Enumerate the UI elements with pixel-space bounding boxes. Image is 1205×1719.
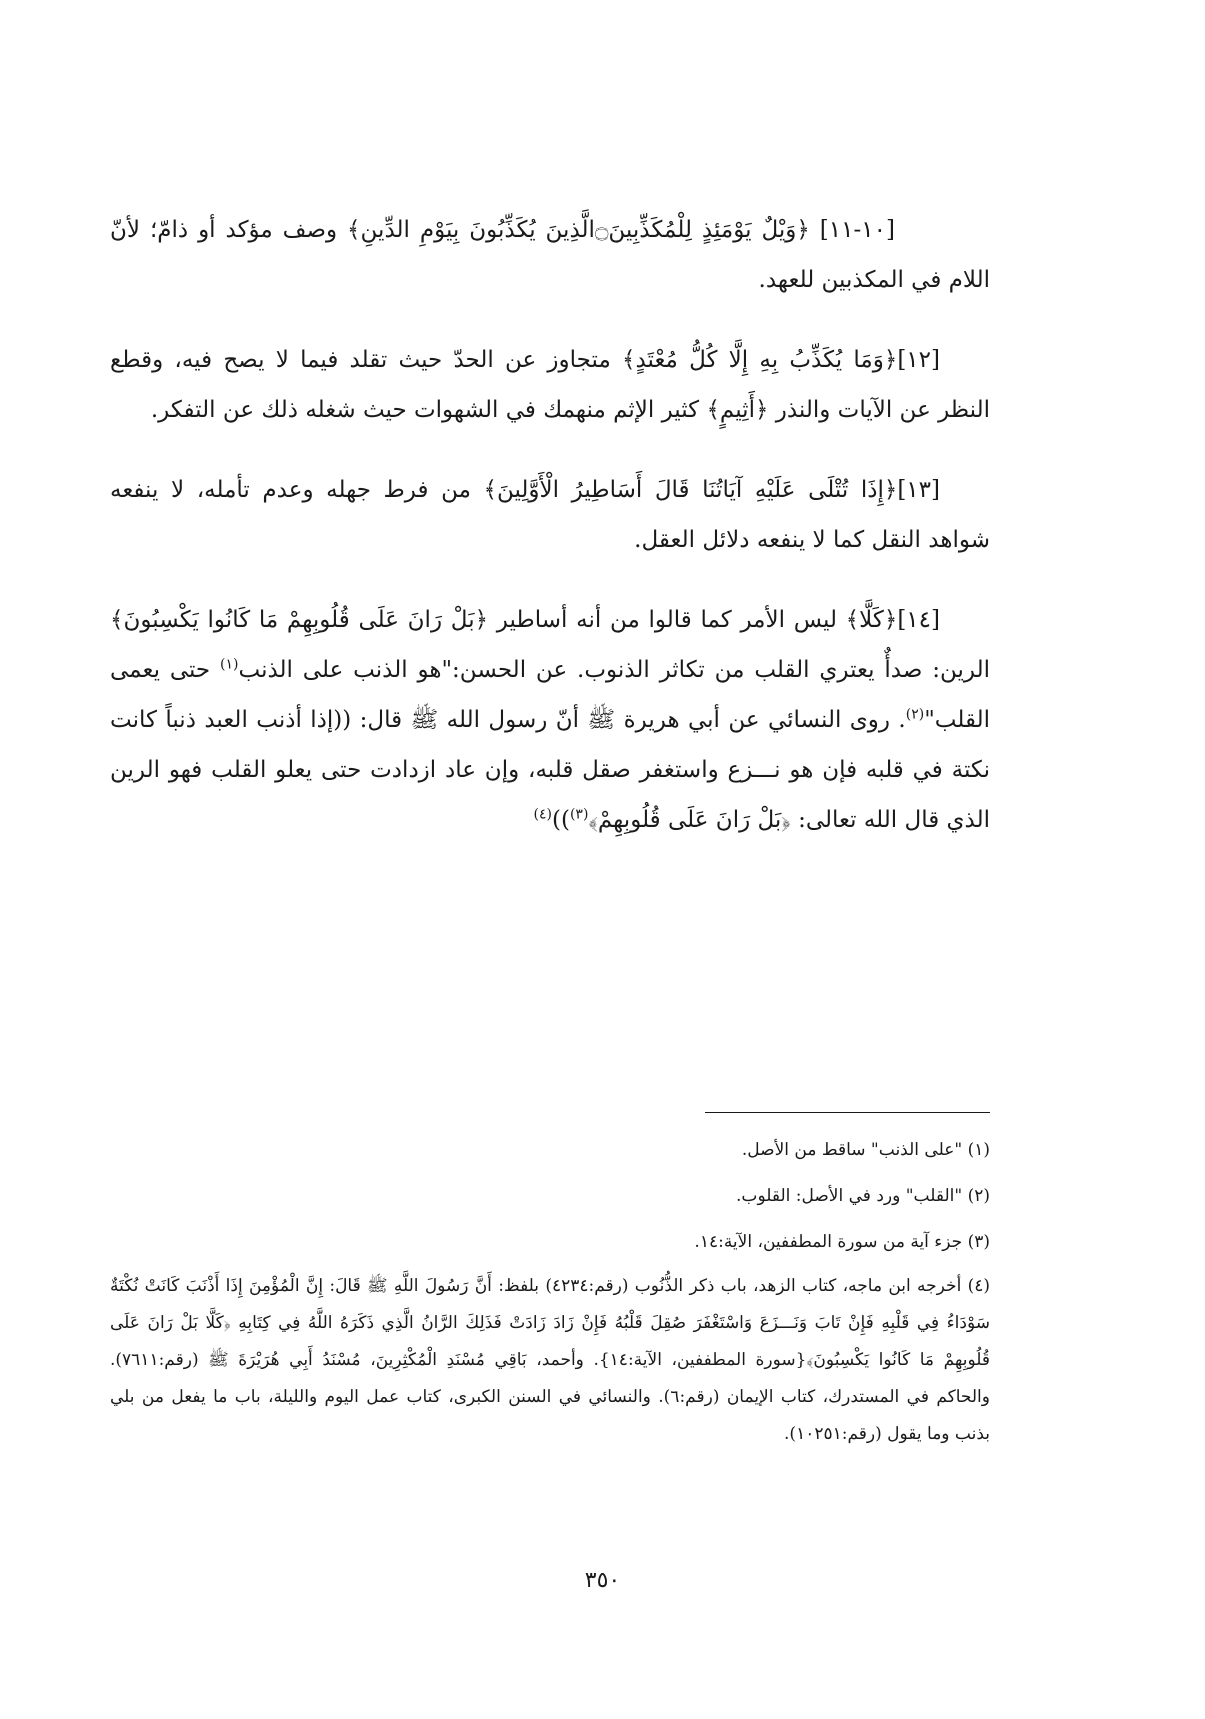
footnote-4: (٤) أخرجه ابن ماجه، كتاب الزهد، باب ذكر الذُّنُوب (رقم:٤٢٣٤) بلفظ: أَنَّ رَسُولَ اللَّهِ ﷺ قَالَ: إِنَّ الْمُؤْمِنَ إِذَا أَذْنَبَ كَانَتْ نُكْتَةٌ سَوْدَاءُ فِي قَلْبِهِ فَإِنْ تَابَ وَنَـــزَعَ وَاسْتَغْفَرَ صُقِلَ قَلْبُهُ فَإِنْ زَادَ زَادَتْ فَذَلِكَ الرَّانُ الَّذِي ذَكَرَهُ اللَّهُ فِي كِتَابِهِ ﴿كَلَّا بَلْ رَانَ عَلَى قُلُوبِهِمْ مَا كَانُوا يَكْسِبُونَ﴾{سورة المطففين، الآية:١٤}. وأحمد، بَاقِي مُسْنَدِ الْمُكْثِرِينَ، مُسْنَدُ أَبِي هُرَيْرَةَ ﷺ (رقم:٧٦١١). والحاكم في المستدرك، كتاب الإيمان (رقم:٦). والنسائي في السنن الكبرى، كتاب عمل اليوم والليلة، باب ما يفعل من بلي بذنب وما يقول (رقم:١٠٢٥١). [110,1276,990,1444]
footnote-3: (٣) جزء آية من سورة المطففين، الآية:١٤. [694,1232,990,1252]
paragraph-verse-13: [١٣]﴿إِذَا تُتْلَى عَلَيْهِ آيَاتُنَا قَالَ أَسَاطِيرُ الْأَوَّلِينَ﴾ من فرط جهله وعدم تأمله، لا ينفعه شواهد النقل كما لا ينفعه دلائل العقل. [110,477,990,553]
paragraph-verse-14-part-b: حتى يعمى القلب" [110,657,990,733]
footnote-ref-4[interactable]: (٤) [533,806,552,823]
paragraph-verse-12: [١٢]﴿وَمَا يُكَذِّبُ بِهِ إِلَّا كُلُّ مُعْتَدٍ﴾ متجاوز عن الحدّ حيث تقلد فيما لا يصح فيه، وقطع النظر عن الآيات والنذر ﴿أَثِيمٍ﴾ كثير الإثم منهمك في الشهوات حيث شغله ذلك عن التفكر. [110,347,990,423]
footnote-ref-1[interactable]: (١) [220,656,239,673]
paragraph-verse-14-part-d: )) [552,807,570,833]
footnotes-section [110,1130,990,1459]
paragraph-verse-14 [110,595,990,845]
paragraph-verse-14-part-c: . روى النسائي عن أبي هريرة ﷺ أنّ رسول الله ﷺ قال: ((إذا أذنب العبد ذنباً كانت نكتة في قلبه فإن هو نـــزع واستغفر صقل قلبه، وإن عاد ازدادت حتى يعلو القلب فهو الرين الذي قال الله تعالى: ﴿بَلْ رَانَ عَلَى قُلُوبِهِمْ﴾ [110,707,990,833]
footnote-ref-2[interactable]: (٢) [905,706,925,723]
footnote-1: (١) "على الذنب" ساقط من الأصل. [741,1140,990,1160]
footnote-separator [705,1112,990,1113]
footnote-ref-3[interactable]: (٣) [569,806,589,823]
page-number: ٣٥٠ [584,1568,621,1593]
main-text-body [110,205,990,875]
paragraph-verses-10-11: [١٠-١١] ﴿وَيْلٌ يَوْمَئِذٍ لِلْمُكَذِّبِينَ۝الَّذِينَ يُكَذِّبُونَ بِيَوْمِ الدِّينِ﴾ وصف مؤكد أو ذامّ؛ لأنّ اللام في المكذبين للعهد. [110,217,990,293]
paragraph-verse-14-part-a: [١٤]﴿كَلَّا﴾ ليس الأمر كما قالوا من أنه أساطير ﴿بَلْ رَانَ عَلَى قُلُوبِهِمْ مَا كَانُوا يَكْسِبُونَ﴾ الرين: صدأٌ يعتري القلب من تكاثر الذنوب. عن الحسن:"هو الذنب على الذنب [110,607,990,683]
footnote-2: (٢) "القلب" ورد في الأصل: القلوب. [736,1186,990,1206]
